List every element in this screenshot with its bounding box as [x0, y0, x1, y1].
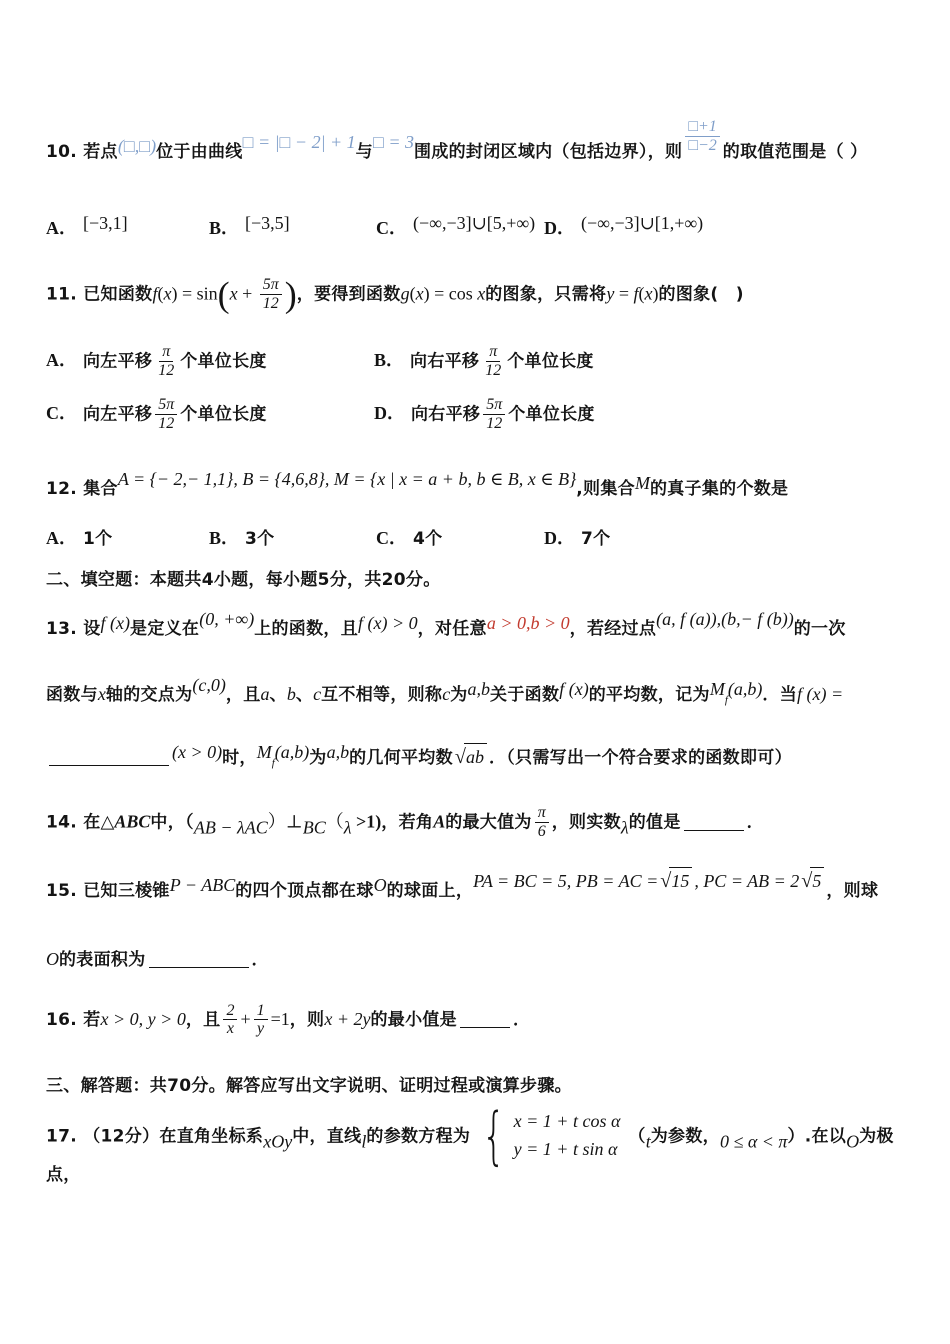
question-13-line-2-run-6: 、 — [269, 685, 287, 706]
q17-number: 17. （12分）在直角坐标系 — [46, 1126, 264, 1147]
question-12-options-cell-0-run-1: 1个 — [83, 528, 113, 549]
question-15-line-2-run-1: 的表面积为 — [59, 950, 146, 971]
question-13-line-1-run-5: f (x) > 0 — [358, 612, 418, 633]
question-11-stem-run-14: ) = cos — [423, 283, 478, 304]
question-13-line-2-run-11: c — [442, 684, 451, 705]
question-17-run-2: 中，直线 — [292, 1126, 362, 1147]
question-11-stem-run-17: y — [606, 283, 615, 304]
q11-option-c-label: C． — [46, 403, 77, 424]
q15-number: 15. 已知三棱锥 — [46, 880, 170, 901]
question-15-line-1-run-9: ，则球 — [826, 880, 879, 901]
question-16-run-8: x + 2y — [324, 1008, 371, 1029]
question-11-stem-fraction: $\frac{5\pi}{12}$ — [260, 276, 282, 313]
question-15-line-1-run-3: O — [373, 874, 387, 895]
question-14-run-13: ，则实数 — [551, 812, 621, 833]
q10-option-c-label: C． — [376, 217, 407, 238]
question-15-line-2-run-0: O — [46, 949, 59, 970]
question-11-stem-run-15: x — [477, 283, 486, 304]
question-15-line-1-run-7: , PC = AB = 2 — [694, 870, 800, 891]
question-11-stem-run-7: + — [237, 283, 257, 304]
q11-number: 11. 已知函数 — [46, 284, 153, 305]
question-12-options-cell-3-run-1: 7个 — [581, 528, 611, 549]
question-16-run-7: ，则 — [289, 1009, 325, 1030]
question-11-stem-run-6: x — [229, 283, 238, 304]
question-11-stem-run-13: x — [415, 283, 424, 304]
question-11-stem — [46, 276, 912, 313]
question-14 — [46, 804, 912, 841]
question-11-stem-run-2: ( — [157, 283, 164, 304]
question-16-fraction: $\frac{1}{y}$ — [254, 1002, 268, 1039]
q17-parametric-system — [474, 1098, 621, 1172]
question-12-stem-run-4: 的真子集的个数是 — [649, 479, 789, 500]
question-13-line-2-run-9: c — [313, 684, 322, 705]
question-16 — [46, 1002, 912, 1039]
q11-option-a-label: A． — [46, 350, 77, 371]
q15-answer-blank — [149, 952, 249, 968]
question-11-options-row-1-cell-1 — [374, 343, 912, 380]
section-3-header — [46, 1074, 912, 1100]
question-13-line-2-run-15: f (x) — [559, 679, 589, 700]
section-2-header — [46, 568, 912, 594]
question-13-line-2-run-10: 互不相等，则称 — [321, 685, 443, 706]
q12-option-a-label: A． — [46, 527, 77, 548]
question-13-line-2-run-0: 函数与 — [46, 685, 98, 706]
question-13-line-1-run-10: 的一次 — [793, 618, 846, 639]
question-13-line-2-run-14: 关于函数 — [490, 685, 560, 706]
question-16-run-1: x > 0, y > 0 — [100, 1008, 186, 1029]
question-10-options-cell-2-run-1: (−∞,−3]∪[5,+∞) — [413, 212, 536, 233]
question-13-line-2-run-4: ，且 — [225, 685, 261, 706]
question-11-options-row-2 — [46, 396, 912, 433]
question-13-line-1-run-9: (a, f (a)),(b,− f (b)) — [656, 608, 794, 629]
question-13-line-2-run-18: f — [724, 694, 728, 707]
question-17-run-3: l — [361, 1131, 367, 1152]
q13-answer-blank — [49, 750, 169, 766]
question-14-fraction: $\frac{\pi}{6}$ — [535, 804, 549, 841]
question-12-stem — [46, 466, 912, 503]
question-13-line-3-run-5: (a,b) — [274, 741, 310, 762]
question-14-run-14: λ — [620, 817, 629, 838]
question-17-run-1: xOy — [263, 1131, 293, 1152]
question-11-stem-run-20: ( — [638, 283, 645, 304]
question-12-stem-run-2: ,则集合 — [576, 479, 635, 500]
question-12-options-cell-0 — [46, 525, 209, 553]
question-13-line-3-run-3: M — [256, 741, 272, 762]
question-12-options-cell-1-run-1: 3个 — [245, 528, 275, 549]
question-13-line-2-run-7: b — [286, 684, 296, 705]
question-10-options-cell-3-run-1: (−∞,−3]∪[1,+∞) — [581, 212, 704, 233]
question-13-line-1-run-1: f (x) — [100, 612, 131, 633]
question-11-stem-run-16: 的图象，只需将 — [485, 284, 607, 305]
question-15-line-1-sqrt: √ 15 — [660, 866, 692, 896]
question-11-options-row-1-cell-1-run-3: 个单位长度 — [507, 351, 594, 372]
question-12-stem-run-3: M — [634, 473, 650, 494]
question-14-run-9: ，若角 — [381, 812, 434, 833]
question-13-line-2-run-12: 为 — [450, 685, 468, 706]
question-12-options-cell-2-run-1: 4个 — [413, 528, 443, 549]
question-16-run-6: =1 — [270, 1008, 290, 1029]
question-11-options-row-2-cell-0-run-1: 向左平移 — [83, 404, 153, 425]
question-15-line-1-run-2: 的四个顶点都在球 — [235, 880, 374, 901]
question-13-line-3 — [46, 739, 912, 772]
question-10-stem-run-4: 与 — [355, 142, 373, 162]
question-13-line-1-run-6: ，对任意 — [417, 618, 487, 639]
question-11-options-row-1-cell-0-run-3: 个单位长度 — [180, 351, 267, 372]
q10-option-b-label: B． — [209, 217, 240, 238]
question-11-stem-run-3: x — [163, 283, 172, 304]
question-10-stem-run-5: □ = 3 — [372, 132, 415, 152]
question-14-run-15: 的值是 — [628, 812, 681, 833]
question-10-options — [46, 210, 912, 243]
question-11-stem-run-21: x — [644, 283, 653, 304]
q12-option-b-label: B． — [209, 527, 240, 548]
question-17-run-4: 的参数方程为 — [366, 1126, 471, 1147]
q14-answer-blank — [684, 815, 744, 831]
question-10-stem-fraction: $\frac{□+1}{□-2}$ — [685, 118, 719, 155]
q12-option-d-label: D． — [544, 527, 575, 548]
question-13-line-3-run-8: 的几何平均数 — [349, 747, 453, 768]
question-11-stem-run-5: ( — [217, 274, 230, 315]
question-11-stem-run-1: f — [152, 283, 158, 304]
q13-red-condition: a > 0,b > 0 — [486, 612, 570, 633]
question-13-line-2-run-16: 的平均数，记为 — [588, 685, 710, 706]
q14-number: 14. 在 — [46, 812, 101, 833]
question-15-line-1-run-4: 的球面上， — [386, 880, 474, 901]
question-10-stem-run-1: (□,□) — [117, 136, 157, 156]
q11-option-b-label: B． — [374, 350, 405, 371]
question-10-options-cell-1 — [209, 210, 376, 243]
question-10-stem-run-2: 位于由曲线 — [156, 142, 243, 162]
question-16-run-2: ，且 — [185, 1009, 221, 1030]
question-16-run-9: 的最小值是 — [370, 1009, 457, 1030]
q16-number: 16. 若 — [46, 1009, 101, 1030]
question-11-options-row-1 — [46, 343, 912, 380]
question-17-run-8: 为参数， — [650, 1126, 720, 1147]
question-12-options-cell-1 — [209, 525, 376, 553]
question-10-stem — [46, 118, 912, 166]
question-13-line-3-run-7: a,b — [326, 741, 350, 762]
question-12-options-cell-2 — [376, 525, 544, 553]
q10-option-d-label: D． — [544, 217, 575, 238]
question-11-stem-run-22: ) — [652, 283, 659, 304]
question-11-stem-run-12: ( — [409, 283, 416, 304]
question-13-line-2-run-17: M — [709, 679, 725, 700]
question-13-line-2-run-3: (c,0) — [192, 675, 226, 696]
question-10-options-cell-0-run-1: [−3,1] — [83, 212, 128, 233]
section-3-title: 三、解答题：共70分。解答应写出文字说明、证明过程或演算步骤。 — [46, 1076, 572, 1097]
question-13-line-1-run-8: ，若经过点 — [569, 618, 657, 639]
question-17-run-11: O — [846, 1131, 860, 1152]
question-12-options — [46, 525, 912, 553]
question-17-run-12: 为极点， — [46, 1126, 894, 1185]
question-13-line-2-run-8: 、 — [295, 685, 314, 706]
q13-number: 13. 设 — [46, 618, 101, 639]
question-16-run-4: + — [240, 1008, 251, 1029]
question-14-run-10: A — [433, 811, 446, 832]
question-13-line-2-run-19: (a,b) — [727, 679, 763, 700]
question-11-options-row-1-cell-0-fraction: $\frac{\pi}{12}$ — [158, 342, 175, 379]
question-13-line-3-run-2: 时， — [222, 747, 257, 768]
section-2-title: 二、填空题：本题共4小题，每小题5分，共20分。 — [46, 570, 441, 591]
question-13-line-2 — [46, 672, 912, 709]
question-17-run-10: ）.在以 — [787, 1126, 847, 1147]
question-11-options-row-1-cell-1-fraction: $\frac{\pi}{12}$ — [485, 342, 502, 379]
question-12-options-cell-3 — [544, 525, 912, 553]
question-10-stem-run-8: 的取值范围是（ ） — [722, 142, 868, 162]
question-15-line-2-run-3: ． — [251, 950, 269, 971]
question-11-options-row-2-cell-1-run-3: 个单位长度 — [508, 404, 595, 425]
question-13-line-2-run-2: 轴的交点为 — [105, 685, 193, 706]
question-10-options-cell-3 — [544, 210, 912, 243]
question-14-run-8: >1) — [351, 811, 382, 832]
question-17-run-7: t — [645, 1131, 651, 1152]
question-13-line-2-run-5: a — [260, 684, 270, 705]
question-11-options-row-2-cell-1-fraction: $\frac{5\pi}{12}$ — [483, 396, 505, 433]
question-11-options-row-1-cell-1-run-1: 向右平移 — [410, 351, 480, 372]
q10-number: 10. 若点 — [46, 142, 118, 162]
question-13-line-1-run-2: 是定义在 — [130, 618, 200, 639]
question-13-line-3-sqrt: √ ab — [455, 742, 487, 772]
question-17 — [46, 1098, 912, 1188]
q12-number: 12. 集合 — [46, 479, 118, 500]
q12-option-c-label: C． — [376, 527, 407, 548]
question-16-run-11: ． — [512, 1009, 531, 1030]
question-11-stem-run-4: ) = sin — [171, 283, 218, 304]
question-13-line-2-run-20: ．当 — [762, 685, 798, 706]
question-13-line-3-run-4: f — [271, 756, 275, 769]
question-11-options-row-2-cell-0 — [46, 396, 374, 433]
question-12-stem-run-1: A = {− 2,− 1,1}, B = {4,6,8}, M = {x | x = a + b, b ∈ B, x ∈ B} — [117, 469, 577, 490]
question-11-stem-run-11: g — [400, 283, 410, 304]
question-15-line-2 — [46, 946, 912, 974]
question-13-line-2-run-1: x — [97, 684, 106, 705]
question-10-options-cell-1-run-1: [−3,5] — [245, 212, 290, 233]
question-11-stem-run-10: ，要得到函数 — [296, 284, 401, 305]
question-11-options-row-2-cell-1 — [374, 396, 912, 433]
question-11-options-row-2-cell-0-fraction: $\frac{5\pi}{12}$ — [155, 396, 177, 433]
question-13-line-1-run-3: (0, +∞) — [199, 608, 255, 629]
question-11-stem-run-18: = — [614, 283, 634, 304]
question-10-options-cell-0 — [46, 210, 209, 243]
question-13-line-3-run-1: (x > 0) — [172, 741, 223, 762]
question-11-stem-run-23: 的图象( ) — [658, 284, 744, 305]
question-11-stem-run-9: ) — [284, 274, 297, 315]
q10-option-a-label: A． — [46, 217, 77, 238]
question-11-stem-run-19: f — [633, 283, 639, 304]
question-13-line-1-run-4: 上的函数，且 — [254, 618, 359, 639]
q17-parametric-system-row-1: y = 1 + t sin α — [513, 1139, 618, 1160]
question-14-run-7: λ — [343, 817, 352, 838]
question-14-run-1: △ABC — [100, 811, 151, 832]
question-13-line-3-run-10: ．（只需写出一个符合要求的函数即可） — [488, 747, 792, 768]
question-15-line-1 — [46, 866, 912, 905]
question-14-run-5: BC — [302, 817, 326, 838]
q16-answer-blank — [460, 1012, 510, 1028]
question-11-options-row-1-cell-0 — [46, 343, 374, 380]
question-13-line-2-run-13: a,b — [467, 679, 491, 700]
question-16-fraction: $\frac{2}{x}$ — [223, 1002, 237, 1039]
question-15-line-1-sqrt: √ 5 — [801, 866, 824, 896]
question-14-run-2: 中，（ — [150, 812, 194, 833]
question-13-line-3-run-6: 为 — [309, 747, 327, 768]
question-10-stem-run-6: 围成的封闭区域内（包括边界），则 — [414, 142, 683, 162]
question-10-options-cell-2 — [376, 210, 544, 243]
question-17-run-6: （ — [628, 1126, 646, 1147]
question-13-line-2-run-21: f (x) = — [797, 684, 844, 705]
q11-option-d-label: D． — [374, 403, 405, 424]
q17-parametric-system-row-0: x = 1 + t cos α — [513, 1111, 621, 1132]
question-14-run-3: AB − λAC — [193, 817, 268, 838]
question-14-run-6: （ — [325, 811, 344, 832]
question-13-line-1 — [46, 606, 912, 643]
question-11-options-row-2-cell-0-run-3: 个单位长度 — [180, 404, 267, 425]
question-14-run-11: 的最大值为 — [445, 812, 532, 833]
question-15-line-1-run-5: PA = BC = 5, PB = AC = — [473, 870, 659, 891]
question-17-run-9: 0 ≤ α < π — [719, 1131, 788, 1152]
question-11-options-row-2-cell-1-run-1: 向右平移 — [411, 404, 481, 425]
question-14-run-17: ． — [746, 812, 764, 833]
question-15-line-1-run-1: P − ABC — [169, 874, 236, 895]
question-14-run-4: ）⊥ — [267, 811, 303, 832]
left-brace: { — [482, 1098, 506, 1172]
question-10-stem-run-3: □ = |□ − 2| + 1 — [242, 132, 356, 152]
question-11-options-row-1-cell-0-run-1: 向左平移 — [83, 351, 153, 372]
